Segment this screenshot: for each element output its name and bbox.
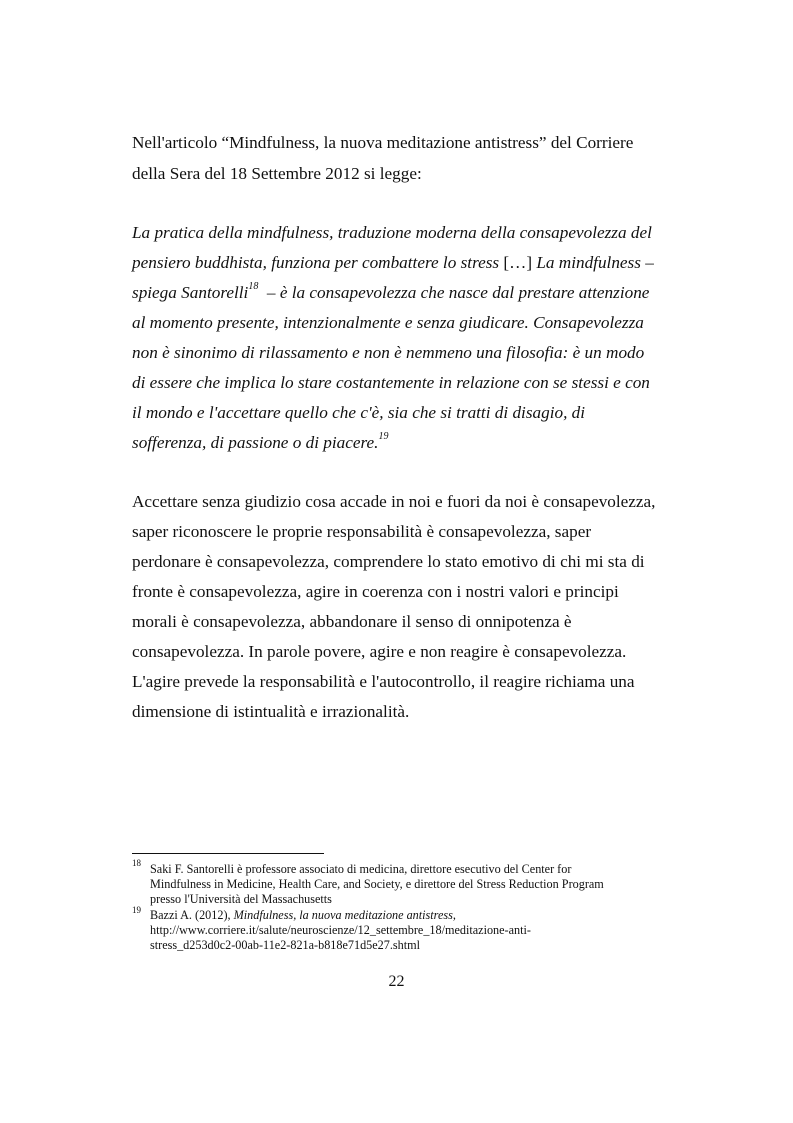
footnote-18-mark: 18 [132,858,141,868]
body-line-3: perdonare è consapevolezza, comprendere lo stato emotivo di chi mi sta di [132,552,645,571]
body-line-4: fronte è consapevolezza, agire in coerenza con i nostri valori e principi [132,582,619,601]
quote-line-8 [132,433,388,453]
footnote-19-title: Mindfulness, la nuova meditazione antistress, [233,908,456,922]
footnote-ref-19[interactable]: 19 [378,431,389,443]
intro-line-2: della Sera del 18 Settembre 2012 si legge: [132,164,422,183]
body-line-8: dimensione di istintualità e irrazionalità. [132,702,410,721]
intro-line-1: Nell'articolo “Mindfulness, la nuova meditazione antistress” del Corriere [132,133,634,152]
footnote-19-author: Bazzi A. (2012), [150,908,234,922]
quote-line-1: La pratica della mindfulness, traduzione moderna della consapevolezza del [132,223,652,242]
footnote-19-url-line-2[interactable]: stress_d253d0c2-00ab-11e2-821a-b818e71d5e27.shtml [150,938,420,952]
quote-line-2-part-c: La mindfulness – [536,253,654,272]
footnote-18-line-3: presso l'Università del Massachusetts [150,892,332,906]
quote-line-3-part-b: – è la consapevolezza che nasce dal prestare attenzione [258,283,650,302]
quote-ellipsis: […] [499,253,537,272]
footnote-19-line-1 [150,908,456,922]
footnote-ref-18[interactable]: 18 [248,281,259,293]
body-line-1: Accettare senza giudizio cosa accade in noi e fuori da noi è consapevolezza, [132,492,656,511]
footnote-18-line-1: Saki F. Santorelli è professore associato di medicina, direttore esecutivo del Center for [150,862,572,876]
quote-line-6: di essere che implica lo stare costantemente in relazione con se stessi e con [132,373,650,392]
footnote-19-mark: 19 [132,905,141,915]
footnote-19-url-line-1[interactable]: http://www.corriere.it/salute/neuroscienze/12_settembre_18/meditazione-anti- [150,923,531,937]
quote-line-3 [132,283,649,303]
body-line-2: saper riconoscere le proprie responsabilità è consapevolezza, saper [132,522,592,541]
body-line-7: L'agire prevede la responsabilità e l'autocontrollo, il reagire richiama una [132,672,635,691]
body-line-6: consapevolezza. In parole povere, agire e non reagire è consapevolezza. [132,642,627,661]
body-line-5: morali è consapevolezza, abbandonare il senso di onnipotenza è [132,612,572,631]
footnote-18-line-2: Mindfulness in Medicine, Health Care, and Society, e direttore del Stress Reduction Program [150,877,604,891]
footnote-separator [132,853,324,854]
quote-line-4: al momento presente, intenzionalmente e senza giudicare. Consapevolezza [132,313,644,332]
page-number: 22 [388,973,405,990]
quote-line-8-part-a: sofferenza, di passione o di piacere. [132,433,379,452]
quote-line-2 [132,253,654,273]
quote-line-2-part-a: pensiero buddhista, funziona per combattere lo stress [132,253,500,272]
quote-line-3-part-a: spiega Santorelli [132,283,249,302]
quote-line-7: il mondo e l'accettare quello che c'è, sia che si tratti di disagio, di [132,403,586,422]
quote-line-5: non è sinonimo di rilassamento e non è nemmeno una filosofia: è un modo [132,343,645,362]
